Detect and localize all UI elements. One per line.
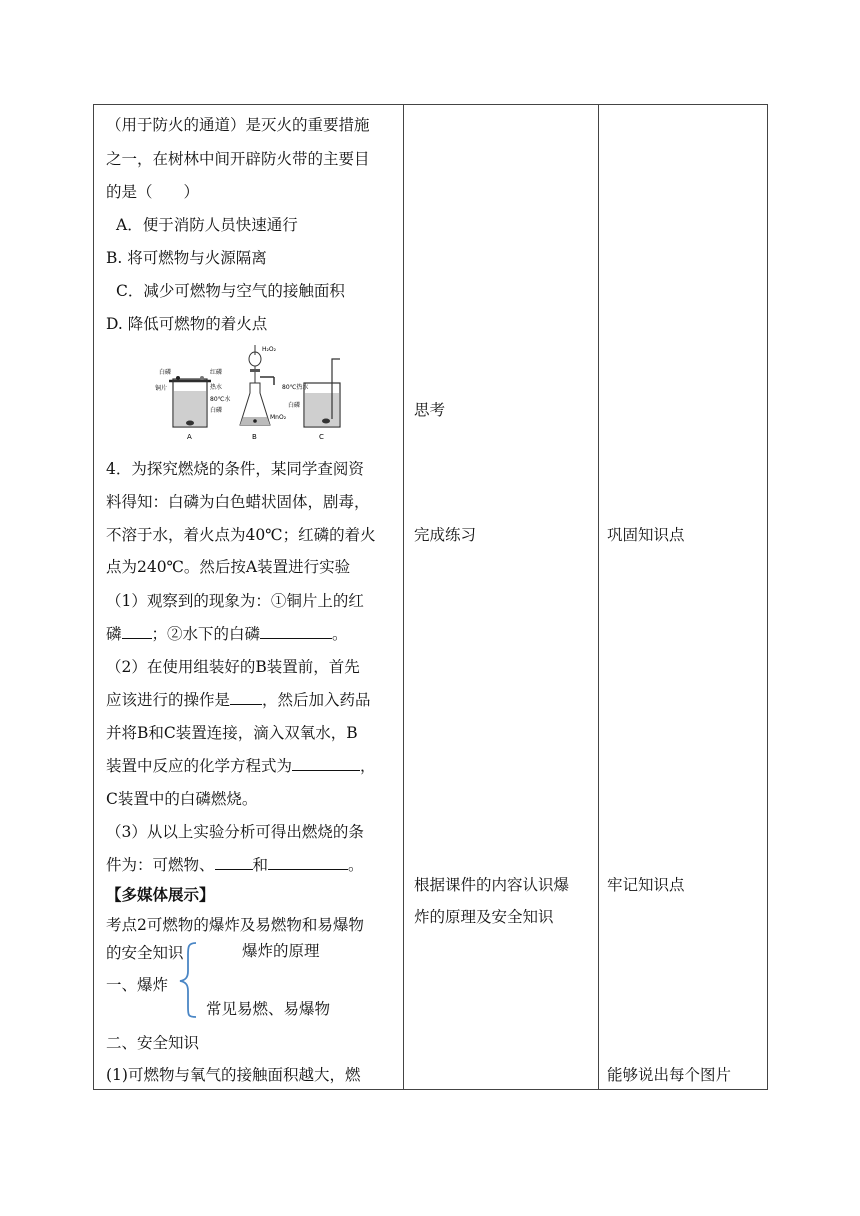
label-a-white-p: 白磷 bbox=[159, 369, 172, 376]
courseware-line: 炸的原理及安全知识 bbox=[414, 908, 554, 926]
label-c-white-p: 白磷 bbox=[288, 402, 301, 409]
safety-item: (1)可燃物与氧气的接触面积越大，燃 bbox=[106, 1066, 361, 1084]
answer-blank bbox=[230, 690, 262, 705]
option-c: C．减少可燃物与空气的接触面积 bbox=[116, 282, 345, 300]
safety-heading: 二、安全知识 bbox=[106, 1034, 200, 1052]
multimedia-heading: 【多媒体展示】 bbox=[106, 885, 215, 904]
option-a: A．便于消防人员快速通行 bbox=[116, 216, 298, 234]
finish-exercise-label: 完成练习 bbox=[414, 526, 477, 544]
label-a-copper: 铜片 bbox=[155, 385, 168, 392]
label-b-mno2: MnO₂ bbox=[270, 414, 287, 421]
caption-b: B bbox=[252, 433, 257, 441]
answer-blank bbox=[292, 756, 360, 771]
q4-part2-line: C装置中的白磷燃烧。 bbox=[106, 790, 258, 808]
keypoint2-line: 的安全知识 bbox=[106, 944, 184, 962]
caption-a: A bbox=[187, 433, 192, 441]
q4-part2-line2: 应该进行的操作是 ，然后加入药品 bbox=[106, 691, 371, 709]
q4-part1-line: （1）观察到的现象为：①铜片上的红 bbox=[106, 592, 364, 610]
brace-bottom-label: 常见易燃、易爆物 bbox=[206, 1000, 331, 1018]
apparatus-b bbox=[240, 345, 287, 441]
answer-blank bbox=[268, 855, 348, 870]
apparatus-figure bbox=[154, 343, 354, 441]
answer-blank bbox=[122, 624, 152, 639]
label-a-white-p-bottom: 白磷 bbox=[210, 407, 223, 414]
remember-label: 牢记知识点 bbox=[607, 876, 685, 894]
label-a-80c-water: 80℃水 bbox=[210, 396, 231, 403]
q4-part1-line2: 磷 ；②水下的白磷 。 bbox=[106, 625, 348, 643]
label-a-red-p: 红磷 bbox=[210, 369, 223, 376]
describe-label: 能够说出每个图片 bbox=[607, 1066, 732, 1084]
answer-blank bbox=[260, 624, 332, 639]
table-row bbox=[94, 105, 768, 1090]
question4-line: 4．为探究燃烧的条件，某同学查阅资 bbox=[106, 460, 364, 478]
brace-top-label: 爆炸的原理 bbox=[242, 942, 320, 960]
question4-line: 点为240℃。然后按A装置进行实验 bbox=[106, 558, 351, 576]
option-b: B. 将可燃物与火源隔离 bbox=[106, 249, 267, 267]
lesson-table bbox=[93, 104, 768, 1090]
explosion-label: 一、爆炸 bbox=[106, 976, 169, 994]
courseware-line: 根据课件的内容认识爆 bbox=[414, 876, 570, 894]
q4-part2-line: 并将B和C装置连接，滴入双氧水，B bbox=[106, 724, 358, 742]
q4-part2-line: （2）在使用组装好的B装置前，首先 bbox=[106, 658, 360, 676]
purpose-column bbox=[599, 105, 768, 1090]
keypoint2-line: 考点2可燃物的爆炸及易燃物和易爆物 bbox=[106, 916, 364, 934]
label-b-h2o2: H₂O₂ bbox=[262, 346, 277, 353]
question4-line: 不溶于水，着火点为40℃；红磷的着火 bbox=[106, 526, 376, 544]
q4-part3-line2: 件为：可燃物、 和 。 bbox=[106, 856, 364, 874]
caption-c: C bbox=[319, 433, 324, 441]
option-d: D. 降低可燃物的着火点 bbox=[106, 315, 268, 333]
label-c-hot-water: 80℃热水 bbox=[282, 384, 309, 391]
curly-brace bbox=[178, 941, 200, 1019]
apparatus-a bbox=[155, 368, 230, 441]
apparatus-c bbox=[282, 359, 340, 441]
think-label: 思考 bbox=[414, 401, 446, 419]
question4-line: 料得知：白磷为白色蜡状固体，剧毒， bbox=[106, 493, 370, 511]
content-column bbox=[94, 105, 404, 1090]
q4-part2-line4: 装置中反应的化学方程式为 ， bbox=[106, 757, 376, 775]
answer-blank bbox=[215, 855, 253, 870]
activity-column bbox=[404, 105, 599, 1090]
label-a-hot-water: 热水 bbox=[210, 384, 223, 391]
question3-line: 的是（ ） bbox=[106, 183, 200, 201]
question3-line: 之一，在树林中间开辟防火带的主要目 bbox=[106, 150, 370, 168]
consolidate-label: 巩固知识点 bbox=[607, 526, 685, 544]
q4-part3-line: （3）从以上实验分析可得出燃烧的条 bbox=[106, 823, 364, 841]
question3-line: （用于防火的通道）是灭火的重要措施 bbox=[106, 116, 370, 134]
